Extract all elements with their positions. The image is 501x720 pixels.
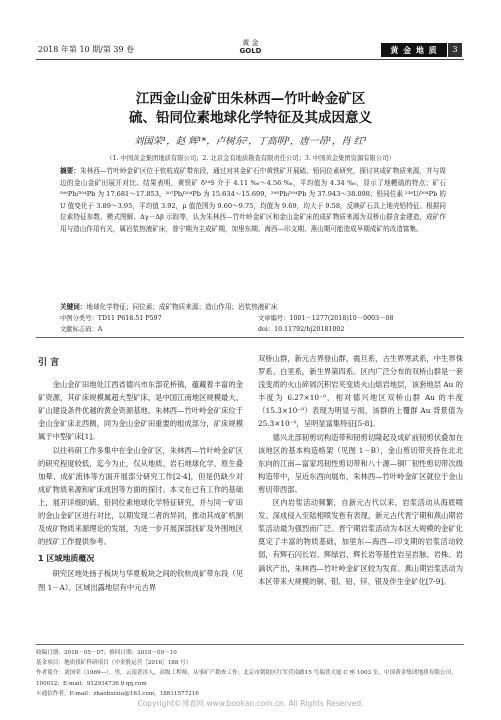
abstract-divider xyxy=(36,337,464,338)
article-number: 文章编号：1001－1277(2018)10－0003－08 xyxy=(258,315,394,322)
abstract xyxy=(60,166,446,235)
paragraph: 金山金矿田地处江西省德兴市东部花桥镇，蕴藏着丰富的金矿资源，其矿床规模属超大型矿床，是中国江南地区规模最大、矿山建设条件优越的黄金资源基地。朱林西—竹叶岭金矿床位于金山金矿床北西侧，同为金山金矿田重要的组成部分，矿床规模属于中型矿床[1]。 xyxy=(38,380,243,442)
keywords xyxy=(60,301,446,311)
page-number: 3 xyxy=(448,43,462,57)
issue-info: 2018 年第 10 期/第 39 卷 xyxy=(38,45,135,54)
affiliations: （1. 中国黄金集团地质有限公司；2. 北京金有地质勘查有限责任公司；3. 中国黄金集团资源有限公司） xyxy=(106,155,395,162)
keywords-label: 关键词： xyxy=(60,303,87,311)
abstract-text: 朱林西—竹叶岭金矿区位于钦杭成矿带东段，通过对其金矿石中黄铁矿开展硫、铅同位素研究，探讨其成矿物质来源，并与周边的金山金矿田展开对比。结果表明，黄铁矿 δ³⁴S 介于 4.11 ‰～4.56 ‰，平均值为 4.34 ‰，显示了地幔硫的特点；矿石 ²⁰⁶Pb/²⁰⁴Pb 为 17.681～17.853，²⁰⁷Pb/²⁰⁴Pb 为 15.634～15.699，²⁰⁸Pb/²⁰⁴Pb 为 37.943～38.098；铅同位素 ²³⁸U/²⁰⁴Pb 的 U 值变化于 3.89～3.95，平均值 3.92，μ 值范围为 9.60～9.75，均值为 9.69，均大于 9.58，反映矿石具上地壳铅特征。根据同位素特征参数、模式图解、Δγ－Δβ 示踪等，认为朱林西—竹叶岭金矿区和金山金矿床的成矿物质来源为双桥山群含金建造，成矿作用与造山作用有关，属岩浆热液矿床，普宁期为主成矿期，加里东期、海西—印支期、燕山期可能造成早期成矿的改造富集。 xyxy=(60,167,446,233)
paragraph: 德兴北部韧剪切构造带和韧剪切隆起及成矿前韧剪伏叠加在该地区的基本构造格架（见图 1－B），金山剪切带夹持在北北东向的江南—富家坞韧性剪切带和八十源—铜厂韧性剪切带次级构造带中，呈近东西向展布，朱林西—竹叶岭金矿区就位于金山剪切带西部。 xyxy=(258,432,463,494)
section-heading-intro: 引 言 xyxy=(38,358,60,368)
keywords-text: 地球化学特征；同位素；成矿物质来源；造山作用；岩浆热液矿床 xyxy=(86,303,278,311)
abstract-label: 摘要： xyxy=(60,167,80,175)
journal-name-cn: 黄 金 xyxy=(242,39,259,47)
section-badge: 黄 金 地 质 xyxy=(381,43,447,57)
footnote-author-bio: 作者简介：刘国荣（1969—），男，云南普洱人，高级工程师，从事矿产勘查工作；北京市朝阳区红军营南路15 号瑞普大厦 C 座 1003 室，中国黄金集团地质有限公司，100012；E-mail：912934736 9 qq.com xyxy=(36,670,457,687)
footnote-corresponding: ＊通信作者，E-mail：zhaohuixiu@163.com，18811577216 xyxy=(36,690,199,697)
paper-title-line2: 硫、铅同位素地球化学特征及其成因意义 xyxy=(129,110,372,126)
copyright-watermark: Copyright©博看网 www.bookan.com.cn. All Rights Reserved. xyxy=(137,699,364,708)
paragraph: 以往科研工作多集中在金山金矿区，朱林西—竹叶岭金矿区的研究程度较低，迄今为止，仅从地质、岩石地球化学、原生叠加晕、成矿流体等方面开展部分研究工作[2-4]，但是仍缺少对成矿物质来源和矿床成因等方面的探讨。本文在已有工作的基础上，展开详细的硫、铅同位素地球化学特征研究，并与同一矿田的金山金矿区进行对比，以期发现二者的异同，推动其成矿机制及成矿物质来源理论的发展，为进一步开展深部找矿及外围地区的找矿工作提供参考。 xyxy=(38,445,243,547)
clc-number: 中图分类号：TD11 P618.51 P597 xyxy=(60,315,162,322)
journal-name-en: GOLD xyxy=(239,47,262,55)
paragraph: 区内岩浆活动频繁，自新元古代以来，岩浆活动从海底喷发、深成侵入至陆相喷发皆有表现，新元古代晋宁期和燕山期岩浆活动最为强烈而广泛。晋宁期岩浆活动为本区大规模的金矿化奠定了丰富的物质基础，加里东—海西—印支期的岩浆活动较弱，有辉石闪长岩、辉绿岩、辉长岩等基性岩呈岩脉、岩株、岩滴状产出，朱林西—竹叶岭金矿区较为发育。燕山期岩浆活动为本区带来大规模的铜、钼、铅、锌、银及伴生金矿化[7-9]。 xyxy=(258,498,463,586)
paragraph: 双桥山群，新元古界登山群，震旦系，古生界寒武系，中生界侏罗系、白垩系，新生界第四系。区内广泛分布的双桥山群是一套浅变质的火山碎屑沉积岩夹变质火山熔岩地层，该套地层 Au 的丰度为 6.27×10⁻⁹，相对德兴地区双桥山群 Au 的丰度（15.3×10⁻⁹）表现为明显亏损，该群的上覆群 Au 背景值为 25.3×10⁻⁹，呈明显富集特征[5-8]。 xyxy=(258,354,463,429)
document-code: 文献标志码：A xyxy=(60,326,103,333)
paper-title-line1: 江西金山金矿田朱林西—竹叶岭金矿区 xyxy=(135,91,366,107)
header-divider xyxy=(36,59,464,60)
section-heading-regional-geology: 1 区域地质概况 xyxy=(38,554,95,564)
page-header xyxy=(0,0,501,58)
doi: doi：10.11792/hj20181002 xyxy=(258,326,345,333)
author-list: 刘国荣¹，赵 辉¹*，卢树东²，丁高明³，唐一昂¹，肖 红¹ xyxy=(133,136,368,147)
body-left-column xyxy=(38,349,243,594)
body-right-column xyxy=(258,352,463,588)
footnote-dates: 收稿日期：2018－05－07；修回日期：2018－09－10 xyxy=(36,650,177,656)
footnotes xyxy=(36,644,464,699)
footnote-funding: 基金项目：地质找矿科研项目（中金股运营［2016］188 号） xyxy=(36,660,192,667)
paragraph: 研究区地处扬子板块与华夏板块之间的钦杭成矿带东段（见图 1－A）。区域出露地层有中元古界 xyxy=(38,569,243,592)
